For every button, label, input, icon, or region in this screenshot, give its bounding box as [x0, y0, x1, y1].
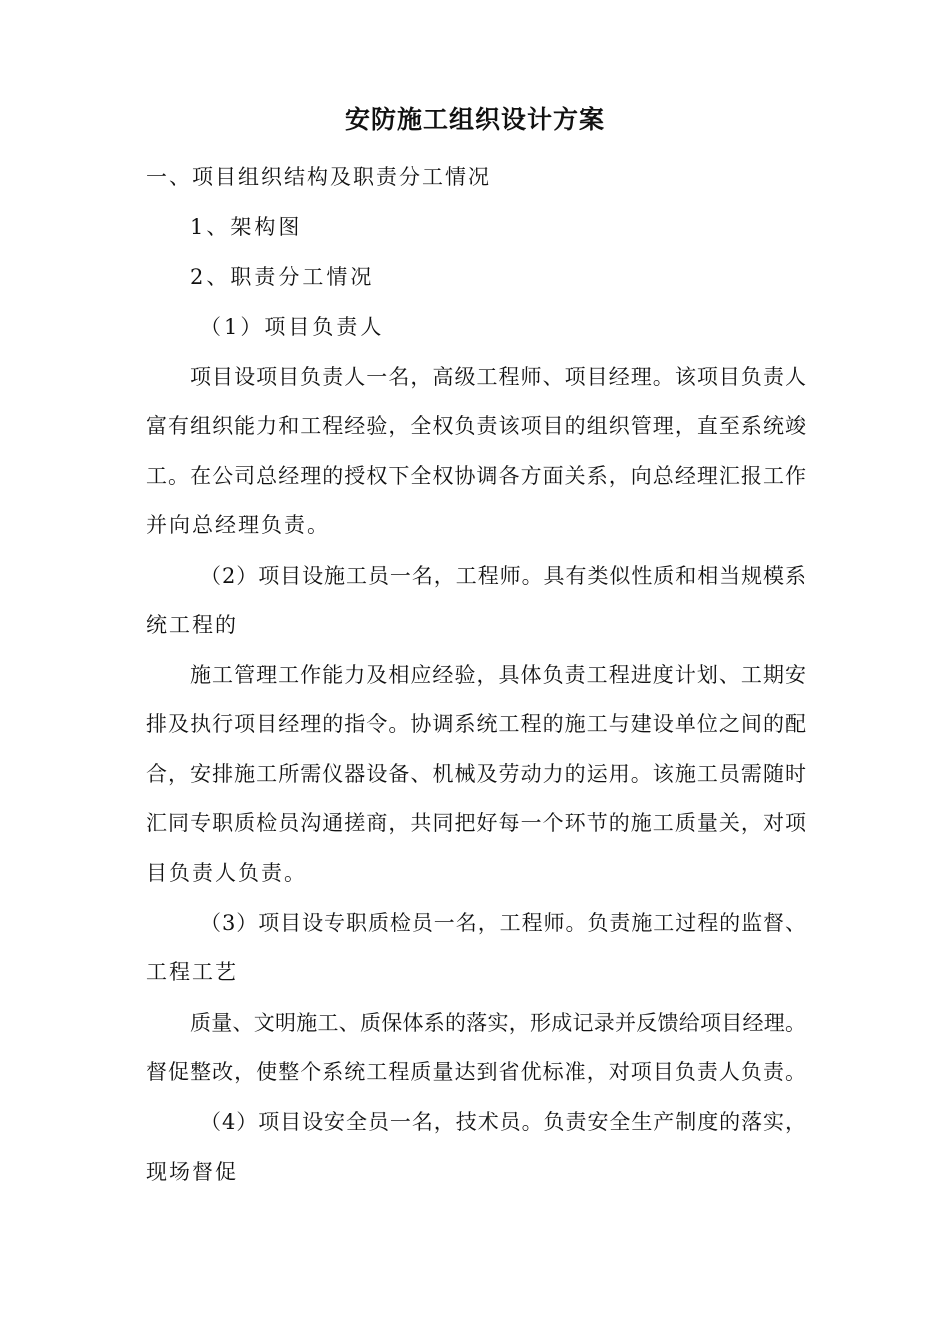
document-title: 安防施工组织设计方案: [344, 105, 605, 134]
paragraph-line: 统工程的: [146, 613, 238, 637]
paragraph-line: 合，安排施工所需仪器设备、机械及劳动力的运用。该施工员需随时: [146, 762, 806, 786]
paragraph-line: 富有组织能力和工程经验，全权负责该项目的组织管理，直至系统竣: [146, 414, 806, 438]
paragraph-line: （2）项目设施工员一名，工程师。具有类似性质和相当规模系: [200, 564, 806, 588]
paragraph-line: 排及执行项目经理的指令。协调系统工程的施工与建设单位之间的配: [146, 712, 806, 736]
subsection-heading: 2、职责分工情况: [190, 265, 375, 289]
item-heading: （1）项目负责人: [200, 315, 385, 339]
paragraph-line: 施工管理工作能力及相应经验，具体负责工程进度计划、工期安: [190, 663, 806, 687]
subsection-heading: 1、架构图: [190, 215, 303, 239]
paragraph-line: 督促整改，使整个系统工程质量达到省优标准，对项目负责人负责。: [146, 1060, 806, 1084]
paragraph-line: 项目设项目负责人一名，高级工程师、项目经理。该项目负责人: [190, 365, 806, 389]
paragraph-line: 目负责人负责。: [146, 861, 307, 885]
paragraph-line: （3）项目设专职质检员一名，工程师。负责施工过程的监督、: [200, 911, 806, 935]
paragraph-line: 汇同专职质检员沟通搓商，共同把好每一个环节的施工质量关，对项: [146, 811, 806, 835]
paragraph-line: 工程工艺: [146, 960, 238, 984]
paragraph-line: 工。在公司总经理的授权下全权协调各方面关系，向总经理汇报工作: [146, 464, 806, 488]
paragraph-line: 质量、文明施工、质保体系的落实，形成记录并反馈给项目经理。: [190, 1011, 806, 1035]
section-heading: 一、项目组织结构及职责分工情况: [146, 165, 491, 189]
paragraph-line: 现场督促: [146, 1160, 238, 1184]
paragraph-line: （4）项目设安全员一名，技术员。负责安全生产制度的落实，: [200, 1110, 806, 1134]
paragraph-line: 并向总经理负责。: [146, 513, 330, 537]
